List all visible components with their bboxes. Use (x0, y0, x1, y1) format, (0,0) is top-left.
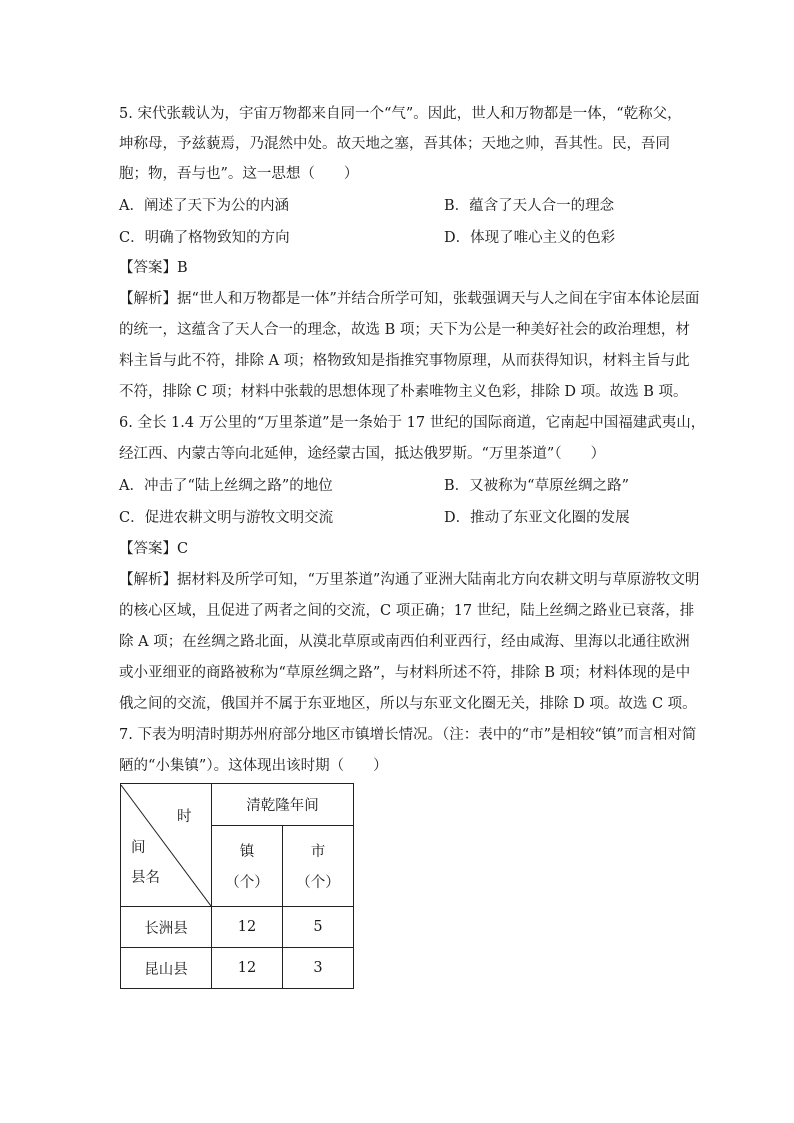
column-header-zhen (212, 826, 283, 907)
table-corner-cell (121, 784, 212, 907)
q6-analysis-line-4: 或小亚细亚的商路被称为“草原丝绸之路”，与材料所述不符，排除 B 项；材料体现的是中 (119, 665, 691, 681)
corner-label-top: 时 (177, 808, 192, 825)
column-unit-shi: （个） (296, 875, 340, 891)
table-row (121, 907, 354, 948)
q6-analysis-line-1: 【解析】据材料及所学可知，“万里茶道”沟通了亚洲大陆南北方向农耕文明与草原游牧文明 (119, 572, 700, 588)
q6-option-c: C．促进农耕文明与游牧文明交流 (119, 510, 334, 526)
table-row (121, 948, 354, 989)
column-label-zhen: 镇 (239, 844, 255, 860)
county-cell: 长洲县 (121, 907, 212, 948)
corner-label-mid: 间 (131, 839, 146, 856)
county-cell: 昆山县 (121, 948, 212, 989)
q7-stem-line-2: 陋的“小集镇”）。这体现出该时期（ ） (119, 758, 388, 774)
q6-option-d: D．推动了东亚文化圈的发展 (444, 510, 630, 526)
column-header-shi (283, 826, 354, 907)
q5-analysis-line-3: 料主旨与此不符，排除 A 项；格物致知是指推究事物原理，从而获得知识，材料主旨与此 (119, 353, 690, 369)
shi-count-cell: 3 (283, 948, 354, 989)
q6-analysis-line-5: 俄之间的交流，俄国并不属于东亚地区，所以与东亚文化圈无关，排除 D 项。故选 C 项。 (119, 696, 697, 712)
q6-option-a: A．冲击了“陆上丝绸之路”的地位 (119, 478, 333, 494)
q5-option-b: B．蕴含了天人合一的理念 (444, 198, 615, 214)
q5-analysis-line-4: 不符，排除 C 项；材料中张载的思想体现了朴素唯物主义色彩，排除 D 项。故选 B 项。 (119, 384, 688, 400)
q5-stem-line-1: 5. 宋代张载认为，宇宙万物都来自同一个“气”。因此，世人和万物都是一体，“乾称父， (119, 106, 682, 122)
q6-stem-line-2: 经江西、内蒙古等向北延伸，途经蒙古国，抵达俄罗斯。“万里茶道”（ ） (119, 446, 606, 462)
q6-option-b: B．又被称为“草原丝绸之路” (444, 478, 629, 494)
q5-stem-line-2: 坤称母，予兹藐焉，乃混然中处。故天地之塞，吾其体；天地之帅，吾其性。民，吾同 (119, 136, 670, 152)
q5-analysis-line-1: 【解析】据“世人和万物都是一体”并结合所学可知，张载强调天与人之间在宇宙本体论层面 (119, 291, 700, 307)
zhen-count-cell: 12 (212, 907, 283, 948)
q5-stem-line-3: 胞；物，吾与也”。这一思想（ ） (119, 166, 359, 182)
column-label-shi: 市 (310, 844, 326, 860)
q5-analysis-line-2: 的统一，这蕴含了天人合一的理念，故选 B 项；天下为公是一种美好社会的政治理想，材 (119, 322, 690, 338)
column-unit-zhen: （个） (225, 875, 269, 891)
zhen-count-cell: 12 (212, 948, 283, 989)
q7-stem-line-1: 7. 下表为明清时期苏州府部分地区市镇增长情况。（注：表中的“市”是相较“镇”而言相对简 (119, 727, 697, 743)
group-header-cell: 清乾隆年间 (212, 784, 354, 826)
q5-answer: 【答案】B (119, 260, 188, 276)
q5-option-a: A．阐述了天下为公的内涵 (119, 198, 289, 214)
corner-label-bottom: 县名 (131, 869, 160, 886)
q6-analysis-line-3: 除 A 项；在丝绸之路北面，从漠北草原或南西伯利亚西行，经由咸海、里海以北通往欧洲 (119, 634, 690, 650)
table-row (121, 784, 354, 826)
q5-option-c: C．明确了格物致知的方向 (119, 230, 290, 246)
q6-answer: 【答案】C (119, 541, 189, 557)
q5-option-d: D．体现了唯心主义的色彩 (444, 230, 616, 246)
q6-analysis-line-2: 的核心区域，且促进了两者之间的交流，C 项正确；17 世纪，陆上丝绸之路业已衰落，排 (119, 603, 695, 619)
q7-data-table (120, 783, 354, 989)
q6-stem-line-1: 6. 全长 1.4 万公里的“万里茶道”是一条始于 17 世纪的国际商道，它南起中国福建武夷山， (119, 415, 706, 431)
shi-count-cell: 5 (283, 907, 354, 948)
